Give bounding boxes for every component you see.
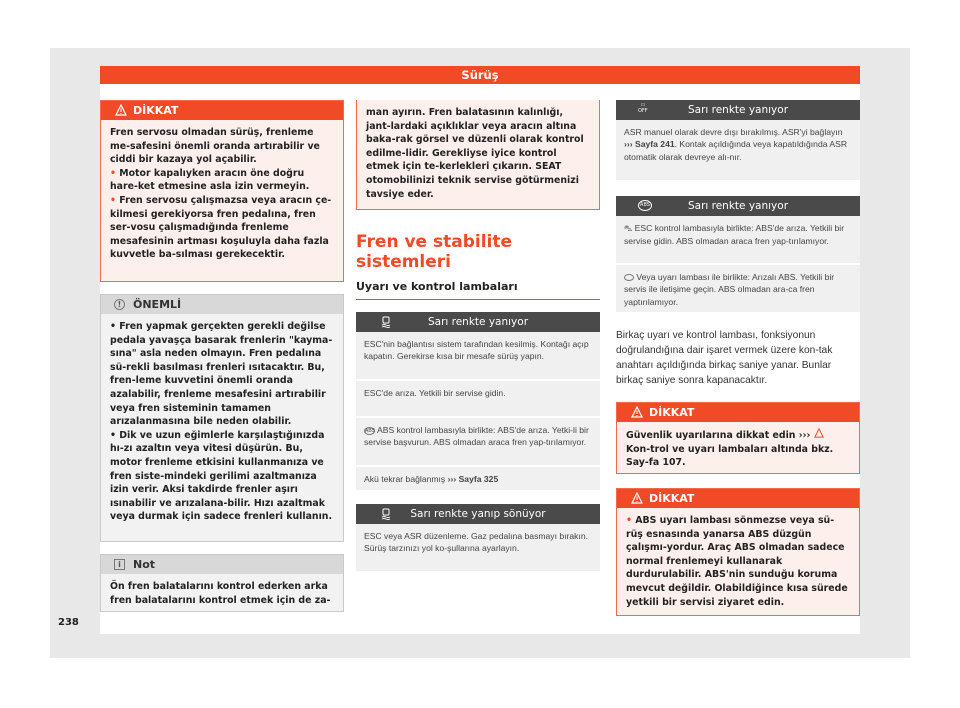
- warning-triangle-icon: [631, 492, 643, 504]
- lamp-row-text: ESC kontrol lambasıyla birlikte: ABS'de arıza. Yetkili bir servise gidin. ABS olmadan araca fren yap-tırılamıyor.: [624, 223, 845, 247]
- abs-circle-icon: ABS: [365, 427, 376, 434]
- warning-box-3-title: DİKKAT: [649, 492, 695, 505]
- lamp-row-text: ASR manuel olarak devre dışı bırakılmış. ASR'yi bağlayın: [624, 127, 843, 137]
- warning-box-1-intro: Fren servosu olmadan sürüş, frenleme me-safesini önemli oranda artırabilir ve ciddi bir kazaya yol açabilir.: [110, 127, 320, 166]
- lamp-table-4-header: [616, 196, 860, 216]
- warning-reference-link[interactable]: ›››: [798, 430, 811, 441]
- lamp-row: [616, 265, 860, 314]
- page-number: 238: [58, 617, 79, 628]
- warning-box-continued: [356, 100, 600, 210]
- page-reference-link[interactable]: ››› Sayfa 325: [447, 474, 499, 484]
- section-divider: [356, 299, 600, 300]
- lamp-table-2-header: [356, 504, 600, 524]
- page-reference-link[interactable]: ››› Sayfa 241: [624, 139, 675, 150]
- lamp-table-1: [356, 312, 600, 492]
- lamp-row: ESC veya ASR düzenleme. Gaz pedalına basmayı bırakın. Sürüş tarzınızı yol ko-şullarına ayarlayın.: [356, 524, 600, 573]
- warning-triangle-icon: [814, 428, 824, 438]
- body-paragraph: Birkaç uyarı ve kontrol lambası, fonksiyonun doğrulandığına dair işaret vermek üzere kon-tak anahtarı açıldığında birkaç saniye yanar. Bunlar birkaç saniye sonra kapanacaktır.: [616, 330, 833, 386]
- warning-triangle-icon: [115, 104, 127, 116]
- bullet-dot: •: [110, 321, 120, 332]
- warning-box-2-title: DİKKAT: [649, 406, 695, 419]
- bullet-text: Dik ve uzun eğimlerle karşılaştığınızda hı-zı azaltın veya vitesi düşürün. Bu, motor frenleme etkisini kullanmanıza ve fren siste-mindeki gerilimi azaltmanıza izin verir. Aksi takdirde frenler aşırı ısınabilir ve arızalana-bilir. Hızı azaltmak veya durmak için sadece frenleri kullanın.: [110, 429, 333, 523]
- left-column: [100, 100, 344, 612]
- lamp-table-4-title: Sarı renkte yanıyor: [687, 200, 789, 212]
- lamp-table-1-header: [356, 312, 600, 332]
- subsection-title: Uyarı ve kontrol lambaları: [356, 280, 518, 293]
- abs-circle-icon: ABS: [638, 200, 652, 211]
- bullet-text: Fren servosu çalışmazsa veya aracın çe-kilmesi gerekiyorsa fren pedalına, fren ser-vosu çalışmadığında frenleme mesafesinin artması koşuluyla daha fazla kuvvetle ba-sılması gerekecektir.: [110, 194, 332, 261]
- warning-box-2-header: [617, 403, 859, 422]
- warning-box-2-text: Güvenlik uyarılarına dikkat edin: [626, 430, 796, 441]
- important-bullet-1: [110, 320, 334, 429]
- lamp-row: [356, 418, 600, 467]
- warning-box-1-header: [101, 101, 343, 120]
- esc-off-label: OFF: [638, 108, 648, 114]
- lamp-row-text: ABS kontrol lambasıyla birlikte: ABS'de arıza. Yetki-li bir servise başvurun. ABS olmadan araca fren yap-tırılamıyor.: [364, 425, 589, 448]
- bullet-dot: •: [110, 167, 120, 179]
- warning-box-3-bullet: ABS uyarı lambası sönmezse veya sü-rüş esnasında yanarsa ABS düzgün çalışmı-yordur. Araç ABS olmadan sadece normal frenlemeyi kullanarak durdurulabilir. ABS'nin sunduğu koruma mevcut değildir. Olabildiğince kısa sürede yetkili bir servisi ziyaret edin.: [626, 515, 848, 608]
- bullet-dot: •: [626, 515, 636, 526]
- note-box-header: [101, 555, 343, 574]
- important-box-header: [101, 295, 343, 314]
- page-header: Sürüş: [100, 66, 860, 84]
- warning-box-2: [616, 402, 860, 474]
- warning-box-1-bullet-1: [110, 167, 334, 194]
- section-title: Fren ve stabilite sistemleri: [356, 232, 513, 272]
- warning-box-1-body: [101, 120, 343, 268]
- info-circle-icon: !: [114, 299, 125, 310]
- esc-car-icon: ⛍: [624, 224, 633, 233]
- warning-box-3-header: [617, 489, 859, 508]
- important-box-body: [101, 314, 343, 530]
- esc-off-icon: ▭ OFF: [638, 102, 648, 114]
- lamp-table-1-title: Sarı renkte yanıyor: [427, 316, 529, 328]
- warning-box-3-body: [617, 508, 859, 615]
- lamp-row: [356, 467, 600, 492]
- warning-box-3: [616, 488, 860, 616]
- right-column: [616, 100, 860, 616]
- bullet-dot: •: [110, 429, 120, 441]
- warning-box-1-title: DİKKAT: [133, 104, 179, 117]
- warning-box-2-body: [617, 422, 859, 476]
- bullet-text: Motor kapalıyken aracın öne doğru hare-ket etmesine asla izin vermeyin.: [110, 167, 310, 193]
- lamp-row: [616, 216, 860, 265]
- lamp-row: [616, 120, 860, 182]
- note-icon: i: [114, 559, 125, 570]
- esc-car-icon: [380, 316, 392, 328]
- lamp-table-2-title: Sarı renkte yanıp sönüyor: [410, 508, 546, 520]
- note-box-body: Ön fren balatalarını kontrol ederken arka fren balatalarını kontrol etmek için de za-: [110, 581, 331, 606]
- note-box-title: Not: [133, 558, 156, 571]
- middle-column: [356, 100, 600, 573]
- important-box-title: ÖNEMLİ: [133, 298, 182, 311]
- warning-box-continued-body: man ayırın. Fren balatasının kalınlığı, jant-lardaki açıklıklar veya aracın altına baka-rak görsel ve düzenli olarak kontrol edilme-lidir. Gerekliyse iyice kontrol etmek için te-kerlekleri çıkarın. SEAT otomobilinizi teknik servise götürmenizi tavsiye eder.: [366, 107, 584, 200]
- abs-circle-icon: [624, 274, 634, 281]
- lamp-table-2: [356, 504, 600, 573]
- warning-box-1: [100, 100, 344, 282]
- warning-box-2-text2: Kon-trol ve uyarı lambaları altında bkz. Say-fa 107.: [626, 443, 834, 469]
- esc-car-icon: [380, 508, 392, 520]
- important-bullet-2: [110, 429, 334, 524]
- bullet-dot: •: [110, 194, 120, 206]
- lamp-table-3-header: [616, 100, 860, 120]
- warning-box-1-bullet-2: [110, 194, 334, 262]
- lamp-table-4: [616, 196, 860, 314]
- lamp-table-3: [616, 100, 860, 182]
- lamp-row: ESC'nin bağlantısı sistem tarafından kesilmiş. Kontağı açıp kapatın. Gerekirse kısa bir mesafe sürüş yapın.: [356, 332, 600, 381]
- lamp-row-text: . Kontak açıldığında veya kapatıldığında ASR otomatik olarak devreye alı-nır.: [624, 139, 848, 162]
- lamp-row: ESC'de arıza. Yetkili bir servise gidin.: [356, 381, 600, 418]
- lamp-table-3-title: Sarı renkte yanıyor: [687, 104, 789, 116]
- important-box: [100, 294, 344, 542]
- warning-triangle-icon: [631, 406, 643, 418]
- lamp-row-text: Veya uyarı lambası ile birlikte: Arızalı ABS. Yetkili bir servis ile iletişime geçin. ABS olmadan ara-ca fren yaptırılamıyor.: [624, 272, 835, 307]
- lamp-row-text: Akü tekrar bağlanmış: [364, 474, 446, 484]
- note-box: [100, 554, 344, 612]
- bullet-text: Fren yapmak gerçekten gerekli değilse pedala yavaşça basarak frenlerin "kayma-sına" asla neden olmayın. Fren pedalına sü-rekli basılması frenleri ısıtacaktır. Bu, fren-leme kuvvetini önemli oranda azalabilir, frenleme mesafesini artırabilir veya fren sisteminin tamamen arızalanmasına bile neden olabilir.: [110, 321, 333, 428]
